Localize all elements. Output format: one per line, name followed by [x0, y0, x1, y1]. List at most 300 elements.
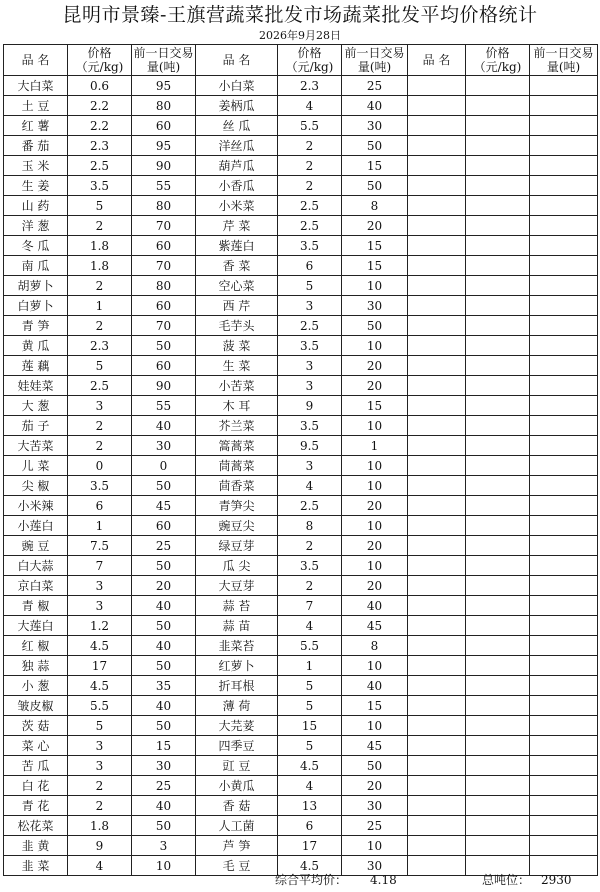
- price-value: 2.3: [68, 336, 132, 356]
- empty-cell: [466, 516, 530, 536]
- volume-value: 50: [132, 336, 196, 356]
- volume-value: 10: [342, 656, 408, 676]
- empty-cell: [408, 636, 466, 656]
- volume-value: 20: [132, 576, 196, 596]
- empty-cell: [530, 76, 598, 96]
- price-value: 2.5: [278, 496, 342, 516]
- price-value: 0: [68, 456, 132, 476]
- volume-value: 10: [342, 456, 408, 476]
- table-row: [4, 796, 598, 816]
- volume-value: 25: [132, 536, 196, 556]
- volume-value: 60: [132, 116, 196, 136]
- price-value: 3: [278, 296, 342, 316]
- price-value: 2.5: [68, 376, 132, 396]
- volume-value: 10: [342, 276, 408, 296]
- empty-cell: [466, 736, 530, 756]
- product-name: 小黄瓜: [196, 776, 278, 796]
- volume-value: 60: [132, 296, 196, 316]
- product-name: 小白菜: [196, 76, 278, 96]
- empty-cell: [530, 636, 598, 656]
- empty-cell: [408, 816, 466, 836]
- volume-value: 40: [342, 596, 408, 616]
- empty-cell: [530, 676, 598, 696]
- volume-value: 0: [132, 456, 196, 476]
- price-value: 2.3: [278, 76, 342, 96]
- product-name: 茨 菇: [4, 716, 68, 736]
- price-value: 2.2: [68, 96, 132, 116]
- empty-cell: [530, 336, 598, 356]
- volume-value: 55: [132, 176, 196, 196]
- empty-cell: [466, 96, 530, 116]
- product-name: 小莲白: [4, 516, 68, 536]
- price-value: 5: [68, 716, 132, 736]
- empty-cell: [466, 656, 530, 676]
- empty-cell: [530, 256, 598, 276]
- empty-cell: [408, 856, 466, 876]
- table-row: [4, 656, 598, 676]
- product-name: 番 茄: [4, 136, 68, 156]
- price-value: 1: [278, 656, 342, 676]
- product-name: 西 芹: [196, 296, 278, 316]
- empty-cell: [466, 556, 530, 576]
- product-name: 洋丝瓜: [196, 136, 278, 156]
- empty-cell: [408, 736, 466, 756]
- empty-cell: [530, 476, 598, 496]
- product-name: 独 蒜: [4, 656, 68, 676]
- product-name: 山 药: [4, 196, 68, 216]
- volume-value: 10: [342, 476, 408, 496]
- empty-cell: [408, 836, 466, 856]
- price-value: 1.2: [68, 616, 132, 636]
- volume-value: 15: [342, 696, 408, 716]
- empty-cell: [530, 656, 598, 676]
- empty-cell: [408, 336, 466, 356]
- volume-value: 50: [132, 556, 196, 576]
- empty-cell: [530, 696, 598, 716]
- empty-cell: [408, 396, 466, 416]
- empty-cell: [408, 296, 466, 316]
- table-row: [4, 176, 598, 196]
- product-name: 绿豆芽: [196, 536, 278, 556]
- volume-value: 10: [132, 856, 196, 876]
- empty-cell: [408, 776, 466, 796]
- volume-value: 80: [132, 196, 196, 216]
- price-value: 2: [68, 416, 132, 436]
- empty-cell: [408, 596, 466, 616]
- product-name: 青 花: [4, 796, 68, 816]
- empty-cell: [408, 216, 466, 236]
- price-value: 6: [68, 496, 132, 516]
- price-value: 3.5: [68, 176, 132, 196]
- price-value: 1.8: [68, 816, 132, 836]
- volume-value: 10: [342, 836, 408, 856]
- product-name: 芹 菜: [196, 216, 278, 236]
- product-name: 菜 心: [4, 736, 68, 756]
- product-name: 青 笋: [4, 316, 68, 336]
- price-value: 7.5: [68, 536, 132, 556]
- empty-cell: [408, 556, 466, 576]
- empty-cell: [466, 776, 530, 796]
- volume-value: 15: [132, 736, 196, 756]
- volume-value: 40: [132, 696, 196, 716]
- table-body: [4, 76, 598, 876]
- product-name: 皱皮椒: [4, 696, 68, 716]
- volume-value: 40: [342, 676, 408, 696]
- empty-cell: [530, 236, 598, 256]
- volume-value: 35: [132, 676, 196, 696]
- price-value: 2: [68, 436, 132, 456]
- product-name: 小香瓜: [196, 176, 278, 196]
- volume-value: 20: [342, 356, 408, 376]
- volume-value: 50: [132, 616, 196, 636]
- empty-cell: [466, 536, 530, 556]
- volume-value: 50: [132, 716, 196, 736]
- empty-cell: [530, 416, 598, 436]
- price-value: 2.5: [68, 156, 132, 176]
- price-value: 5: [278, 676, 342, 696]
- empty-cell: [408, 676, 466, 696]
- volume-value: 20: [342, 576, 408, 596]
- header-name-1: 品 名: [4, 45, 68, 76]
- volume-value: 8: [342, 636, 408, 656]
- product-name: 冬 瓜: [4, 236, 68, 256]
- table-row: [4, 216, 598, 236]
- empty-cell: [466, 456, 530, 476]
- price-table: [3, 44, 598, 876]
- volume-value: 30: [342, 296, 408, 316]
- empty-cell: [466, 136, 530, 156]
- product-name: 瓜 尖: [196, 556, 278, 576]
- price-value: 2.2: [68, 116, 132, 136]
- volume-value: 40: [132, 636, 196, 656]
- product-name: 葫芦瓜: [196, 156, 278, 176]
- price-value: 4: [278, 96, 342, 116]
- empty-cell: [408, 156, 466, 176]
- empty-cell: [466, 616, 530, 636]
- table-row: [4, 236, 598, 256]
- price-value: 6: [278, 816, 342, 836]
- empty-cell: [408, 536, 466, 556]
- empty-cell: [466, 816, 530, 836]
- empty-cell: [466, 596, 530, 616]
- price-value: 17: [278, 836, 342, 856]
- price-value: 2: [68, 316, 132, 336]
- price-value: 9: [68, 836, 132, 856]
- total-tonnage-label: 总吨位：: [482, 873, 531, 887]
- table-row: [4, 716, 598, 736]
- product-name: 胡萝卜: [4, 276, 68, 296]
- header-volume-2: 前一日交易量(吨): [342, 45, 408, 76]
- price-value: 3: [68, 596, 132, 616]
- volume-value: 50: [132, 816, 196, 836]
- empty-cell: [530, 516, 598, 536]
- table-row: [4, 636, 598, 656]
- empty-cell: [466, 176, 530, 196]
- table-row: [4, 696, 598, 716]
- empty-cell: [408, 656, 466, 676]
- product-name: 豌豆尖: [196, 516, 278, 536]
- empty-cell: [530, 296, 598, 316]
- product-name: 红 椒: [4, 636, 68, 656]
- price-value: 5: [278, 276, 342, 296]
- volume-value: 20: [342, 376, 408, 396]
- volume-value: 10: [342, 556, 408, 576]
- price-value: 3.5: [68, 476, 132, 496]
- table-row: [4, 616, 598, 636]
- empty-cell: [466, 336, 530, 356]
- empty-cell: [408, 716, 466, 736]
- product-name: 小米菜: [196, 196, 278, 216]
- product-name: 紫莲白: [196, 236, 278, 256]
- table-row: [4, 96, 598, 116]
- price-value: 3.5: [278, 236, 342, 256]
- price-value: 3: [68, 576, 132, 596]
- empty-cell: [530, 836, 598, 856]
- volume-value: 40: [342, 96, 408, 116]
- empty-cell: [408, 236, 466, 256]
- empty-cell: [408, 196, 466, 216]
- empty-cell: [530, 276, 598, 296]
- header-name-2: 品 名: [196, 45, 278, 76]
- product-name: 玉 米: [4, 156, 68, 176]
- price-value: 4.5: [68, 676, 132, 696]
- volume-value: 80: [132, 276, 196, 296]
- table-row: [4, 376, 598, 396]
- volume-value: 45: [342, 616, 408, 636]
- price-value: 2.5: [278, 196, 342, 216]
- price-value: 3.5: [278, 416, 342, 436]
- empty-cell: [408, 616, 466, 636]
- empty-cell: [530, 616, 598, 636]
- total-tonnage-value: 2930: [541, 873, 572, 887]
- empty-cell: [466, 496, 530, 516]
- empty-cell: [408, 76, 466, 96]
- table-row: [4, 756, 598, 776]
- product-name: 韭菜苔: [196, 636, 278, 656]
- empty-cell: [466, 316, 530, 336]
- table-row: [4, 156, 598, 176]
- price-value: 7: [278, 596, 342, 616]
- price-value: 3: [278, 376, 342, 396]
- product-name: 白 花: [4, 776, 68, 796]
- volume-value: 10: [342, 336, 408, 356]
- product-name: 小 葱: [4, 676, 68, 696]
- volume-value: 15: [342, 256, 408, 276]
- product-name: 大莲白: [4, 616, 68, 636]
- volume-value: 25: [132, 776, 196, 796]
- table-header-row: [4, 45, 598, 76]
- product-name: 生 姜: [4, 176, 68, 196]
- volume-value: 20: [342, 536, 408, 556]
- product-name: 蒜 苔: [196, 596, 278, 616]
- price-value: 5: [278, 736, 342, 756]
- price-value: 2: [278, 156, 342, 176]
- table-row: [4, 136, 598, 156]
- price-value: 6: [278, 256, 342, 276]
- price-value: 3: [278, 456, 342, 476]
- empty-cell: [530, 736, 598, 756]
- product-name: 香 菜: [196, 256, 278, 276]
- average-price-value: 4.18: [370, 873, 397, 887]
- empty-cell: [466, 376, 530, 396]
- price-value: 4.5: [68, 636, 132, 656]
- average-price-label: 综合平均价：: [275, 873, 348, 887]
- product-name: 空心菜: [196, 276, 278, 296]
- empty-cell: [408, 316, 466, 336]
- price-value: 5.5: [68, 696, 132, 716]
- price-value: 1: [68, 296, 132, 316]
- price-value: 2: [68, 796, 132, 816]
- empty-cell: [530, 196, 598, 216]
- product-name: 木 耳: [196, 396, 278, 416]
- page-title: 昆明市景臻-王旗营蔬菜批发市场蔬菜批发平均价格统计: [62, 4, 538, 26]
- table-row: [4, 776, 598, 796]
- empty-cell: [530, 796, 598, 816]
- volume-value: 80: [132, 96, 196, 116]
- empty-cell: [466, 476, 530, 496]
- empty-cell: [408, 276, 466, 296]
- volume-value: 30: [132, 756, 196, 776]
- price-value: 8: [278, 516, 342, 536]
- price-value: 3: [278, 356, 342, 376]
- price-value: 2: [278, 176, 342, 196]
- price-value: 2: [278, 576, 342, 596]
- table-row: [4, 276, 598, 296]
- header-price-3: 价格（元/kg): [466, 45, 530, 76]
- price-value: 3.5: [278, 556, 342, 576]
- header-volume-1: 前一日交易量(吨): [133, 46, 194, 74]
- empty-cell: [466, 716, 530, 736]
- table-row: [4, 356, 598, 376]
- product-name: 大芫荽: [196, 716, 278, 736]
- volume-value: 90: [132, 156, 196, 176]
- empty-cell: [408, 436, 466, 456]
- empty-cell: [530, 456, 598, 476]
- volume-value: 10: [342, 516, 408, 536]
- product-name: 娃娃菜: [4, 376, 68, 396]
- empty-cell: [466, 296, 530, 316]
- empty-cell: [466, 216, 530, 236]
- price-value: 0.6: [68, 76, 132, 96]
- product-name: 尖 椒: [4, 476, 68, 496]
- header-volume-3: 前一日交易量(吨): [530, 45, 598, 76]
- empty-cell: [530, 776, 598, 796]
- price-value: 4: [278, 476, 342, 496]
- header-price-1: 价格（元/kg): [68, 45, 132, 76]
- volume-value: 50: [342, 176, 408, 196]
- price-value: 13: [278, 796, 342, 816]
- empty-cell: [530, 396, 598, 416]
- header-price-2: 价格（元/kg): [278, 45, 342, 76]
- volume-value: 60: [132, 236, 196, 256]
- empty-cell: [408, 116, 466, 136]
- product-name: 儿 菜: [4, 456, 68, 476]
- volume-value: 3: [132, 836, 196, 856]
- volume-value: 50: [342, 316, 408, 336]
- empty-cell: [530, 116, 598, 136]
- table-row: [4, 196, 598, 216]
- empty-cell: [408, 516, 466, 536]
- empty-cell: [466, 196, 530, 216]
- table-row: [4, 476, 598, 496]
- empty-cell: [408, 476, 466, 496]
- volume-value: 30: [342, 116, 408, 136]
- product-name: 小米辣: [4, 496, 68, 516]
- product-name: 韭 菜: [4, 856, 68, 876]
- table-row: [4, 556, 598, 576]
- volume-value: 50: [342, 136, 408, 156]
- volume-value: 95: [132, 76, 196, 96]
- empty-cell: [408, 136, 466, 156]
- volume-value: 40: [132, 596, 196, 616]
- price-value: 4.5: [278, 756, 342, 776]
- product-name: 红 薯: [4, 116, 68, 136]
- empty-cell: [466, 76, 530, 96]
- price-value: 5: [68, 196, 132, 216]
- product-name: 生 菜: [196, 356, 278, 376]
- volume-value: 50: [132, 656, 196, 676]
- empty-cell: [408, 376, 466, 396]
- price-value: 9.5: [278, 436, 342, 456]
- price-value: 5.5: [278, 116, 342, 136]
- product-name: 茴香菜: [196, 476, 278, 496]
- empty-cell: [530, 316, 598, 336]
- table-row: [4, 496, 598, 516]
- product-name: 芦 笋: [196, 836, 278, 856]
- empty-cell: [408, 496, 466, 516]
- price-value: 1.8: [68, 236, 132, 256]
- empty-cell: [530, 216, 598, 236]
- product-name: 茼蒿菜: [196, 456, 278, 476]
- empty-cell: [466, 436, 530, 456]
- price-value: 9: [278, 396, 342, 416]
- volume-value: 30: [342, 796, 408, 816]
- product-name: 菠 菜: [196, 336, 278, 356]
- volume-value: 20: [342, 496, 408, 516]
- table-row: [4, 516, 598, 536]
- volume-value: 25: [342, 76, 408, 96]
- volume-value: 10: [342, 416, 408, 436]
- volume-value: 15: [342, 156, 408, 176]
- price-value: 2: [278, 136, 342, 156]
- table-row: [4, 596, 598, 616]
- empty-cell: [408, 416, 466, 436]
- volume-value: 60: [132, 356, 196, 376]
- table-row: [4, 396, 598, 416]
- price-value: 2: [278, 536, 342, 556]
- product-name: 薄 荷: [196, 696, 278, 716]
- price-value: 2: [68, 216, 132, 236]
- empty-cell: [466, 576, 530, 596]
- price-value: 4: [278, 616, 342, 636]
- empty-cell: [466, 236, 530, 256]
- product-name: 芥兰菜: [196, 416, 278, 436]
- product-name: 香 菇: [196, 796, 278, 816]
- product-name: 青笋尖: [196, 496, 278, 516]
- price-value: 2: [68, 776, 132, 796]
- price-value: 2.5: [278, 316, 342, 336]
- empty-cell: [530, 356, 598, 376]
- table-row: [4, 336, 598, 356]
- product-name: 苦 瓜: [4, 756, 68, 776]
- volume-value: 45: [342, 736, 408, 756]
- price-value: 3.5: [278, 336, 342, 356]
- table-row: [4, 676, 598, 696]
- empty-cell: [408, 696, 466, 716]
- empty-cell: [530, 156, 598, 176]
- price-value: 7: [68, 556, 132, 576]
- empty-cell: [466, 396, 530, 416]
